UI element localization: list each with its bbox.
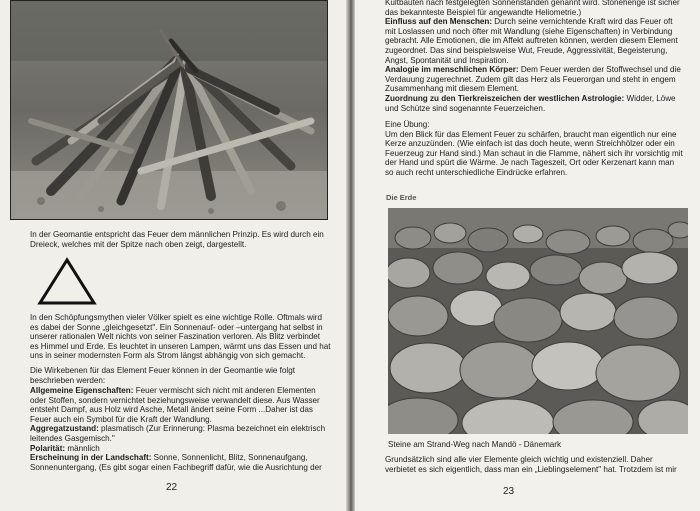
text-line: Feuerzeug zur Hand sind.) Man schaut in die Flamme, nähert sich ihr vorsichtig mit (385, 148, 683, 158)
property-line (30, 434, 325, 444)
text-line (385, 65, 681, 75)
text-line: In den Schöpfungsmythen vieler Völker spielt es eine wichtige Rolle. Oftmals wird (30, 313, 322, 322)
exercise-section (385, 120, 683, 178)
text-line: Dreieck, welches mit der Spitze nach oben zeigt, dargestellt. (30, 239, 247, 249)
property-line (30, 396, 325, 406)
properties-list (30, 386, 325, 472)
right-page (355, 0, 700, 511)
property-text: entsteht Dampf, aus Holz wird Asche, Metall ändert seine Form ...Daher ist das (30, 405, 313, 415)
line-text: gebracht. Alle Emotionen, die im Affekt auftreten können, werden diesem Element (385, 36, 678, 46)
photo-caption: Steine am Strand-Weg nach Mandö - Dänemark (388, 440, 562, 449)
text-line (385, 0, 681, 8)
text-line (385, 104, 681, 114)
line-text: Durch seine vernichtende Kraft wird das Feuer oft (492, 17, 673, 27)
effects-paragraph (30, 366, 295, 385)
campfire-photo (10, 0, 328, 220)
property-label: Polarität: (30, 443, 66, 453)
property-label: Allgemeine Eigenschaften: (30, 386, 134, 395)
line-text: Dem Feuer werden der Stoffwechsel und die (518, 65, 681, 75)
text-line (385, 94, 681, 104)
property-label: Aggregatzustand: (30, 424, 99, 434)
line-text: zugeordnet. Das sind beispielsweise Wut, Freude, Aggressivität, Begeisterung, (385, 45, 668, 55)
property-text: leitendes Gasgemisch." (30, 433, 115, 443)
text-line (385, 75, 681, 85)
text-line: beschrieben werden: (30, 375, 106, 385)
page-number-left: 22 (166, 482, 178, 493)
line-text: Widder, Löwe (624, 93, 676, 103)
property-line (30, 386, 325, 396)
campfire-wood-illustration (11, 1, 327, 219)
text-line: Die Wirkebenen für das Element Feuer können in der Geomantie wie folgt (30, 366, 295, 375)
text-line: Grundsätzlich sind alle vier Elemente gleich wichtig und existenziell. Daher (385, 455, 653, 464)
line-label: Analogie im menschlichen Körper: (385, 65, 519, 75)
book-gutter (346, 0, 355, 511)
text-line (385, 36, 681, 46)
influence-section (385, 0, 681, 113)
property-line (30, 415, 325, 425)
text-line: uns in seiner modernsten Form als Strom längst abhängig von sich gemacht. (30, 351, 306, 361)
property-text: plasmatisch (Zur Erinnerung: Plasma bezeichnet ein elektrisch (98, 424, 326, 434)
line-text: Kultbauten nach festgelegten Sonnenständen genannt wird. Stonehenge ist sicher (385, 0, 680, 7)
line-label: Zuordnung zu den Tierkreiszeichen der westlichen Astrologie: (385, 93, 625, 103)
property-line (30, 424, 325, 434)
text-line (385, 46, 681, 56)
property-line (30, 444, 325, 454)
line-label: Einfluss auf den Menschen: (385, 17, 493, 27)
exercise-title: Eine Übung: (385, 120, 430, 129)
property-text: Sonnenuntergang, (Es gibt sogar einen Fachbegriff dafür, wie die Ausrichtung der (30, 462, 322, 472)
property-line (30, 453, 325, 463)
text-line (385, 27, 681, 37)
property-text: Feuer auch ein Symbol für die Kraft der Wandlung. (30, 414, 212, 424)
section-heading-earth: Die Erde (386, 193, 417, 202)
beach-stones-photo (388, 208, 688, 434)
page-number-right: 23 (503, 486, 515, 497)
text-line: Kerze anzuzünden. (Wie einfach ist das doch heute, wenn Streichhölzer oder ein (385, 139, 675, 149)
line-text: Verdauung zugerechnet. Zudem gilt das Herz als Feuerorgan und steht in engem (385, 74, 676, 84)
property-text: oder Stoffen, sondern vernichtet beziehungsweise verwandelt diese. Aus Wasser (30, 395, 320, 405)
property-line (30, 405, 325, 415)
mythology-paragraph (30, 313, 331, 361)
line-text: mit Loslassen und noch öfter mit Wandlung (siehe Eigenschaften) in Verbindung (385, 26, 673, 36)
line-text: das bekannteste Beispiel für angewandte Heliometrie.) (385, 7, 582, 17)
text-line (385, 56, 681, 66)
text-line: Um den Blick für das Element Feuer zu schärfen, braucht man eigentlich nur eine (385, 129, 677, 139)
property-text: männlich (65, 443, 100, 453)
text-line: es dabei der Sonne „gleichgesetzt". Ein Sonnenauf- oder –untergang hat selbst in (30, 322, 323, 332)
text-line (385, 8, 681, 18)
line-text: Zusammenhang mit diesem Element. (385, 84, 520, 94)
text-line: der Hand und spürt die Wärme. Je nach Tageszeit, Ort oder Kerzenart kann man (385, 158, 675, 168)
text-line: unserer rationalen Welt nichts von seiner Faszination verloren. Als Blitz verbindet (30, 332, 321, 342)
intro-paragraph (30, 230, 324, 249)
text-line (385, 17, 681, 27)
line-text: Angst, Spontanität und Inspiration. (385, 55, 509, 65)
text-line: es Himmel und Erde. Es leuchtet in unseren Lampen, wärmt uns das Essen und hat (30, 341, 331, 351)
stones-illustration (388, 208, 688, 434)
property-line (30, 463, 325, 473)
property-text: Feuer vermischt sich nicht mit anderen Elementen (133, 386, 316, 395)
text-line: In der Geomantie entspricht das Feuer dem männlichen Prinzip. Es wird durch ein (30, 230, 324, 239)
fire-triangle-symbol (36, 256, 98, 306)
earth-paragraph (385, 455, 677, 474)
text-line (385, 84, 681, 94)
text-line: so auch recht unterschiedliche Eindrücke erfahren. (385, 167, 568, 177)
line-text: und Schütze sind sogenannte Feuerzeichen. (385, 103, 546, 113)
property-text: Sonne, Sonnenlicht, Blitz, Sonnenaufgang, (151, 453, 308, 463)
property-label: Erscheinung in der Landschaft: (30, 453, 152, 463)
text-line: verbietet es sich eigentlich, dass man ein „Lieblingselement" hat. Trotzdem ist mir (385, 464, 677, 474)
left-page (0, 0, 346, 511)
